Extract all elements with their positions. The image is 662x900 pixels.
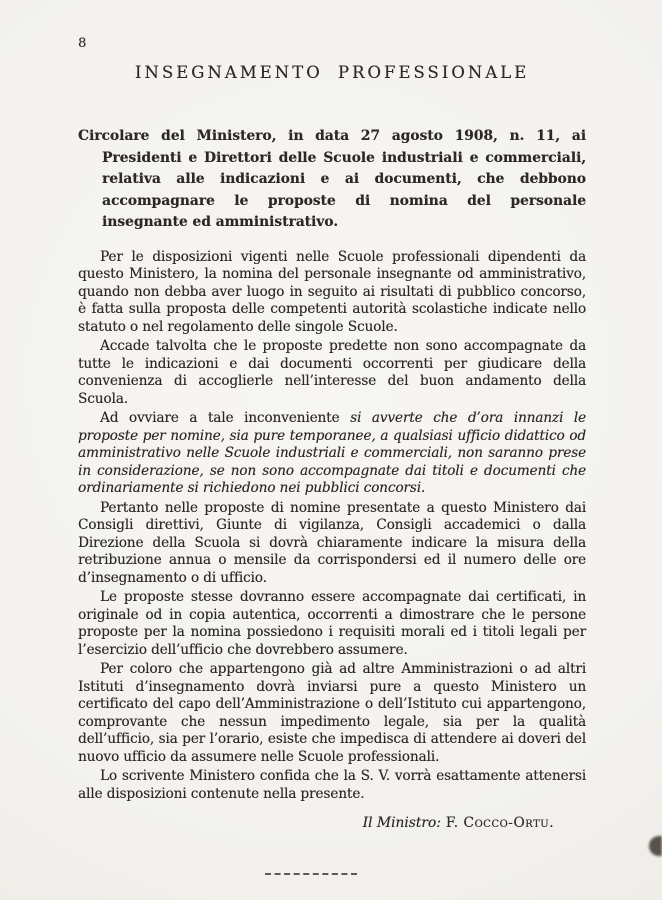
- scan-blemish: [649, 836, 662, 856]
- paragraph: Per coloro che appartengono già ad altre Amministrazioni o ad altri Istituti d’insegnamento dovrà inviarsi pure a questo Ministero un certificato del capo dell’Amministrazione o dell’Istituto cui appartengono, comprovante che nessun impedimento legale, sia per la qualità dell’ufficio, sia per l’orario, esiste che impedisca di attendere ai doveri del nuovo ufficio da assumere nelle Scuole professionali.: [78, 661, 586, 765]
- paragraph: Pertanto nelle proposte di nomine presentate a questo Ministero dai Consigli direttivi, Giunte di vigilanza, Consigli accademici o dalla Direzione della Scuola si dovrà chiaramente indicare la misura della retribuzione annua o mensile da corrispondersi ed il numero delle ore d’insegnamento o di ufficio.: [78, 499, 586, 586]
- circular-heading: Circolare del Ministero, in data 27 agosto 1908, n. 11, ai Presidenti e Direttori delle Scuole industriali e commerciali, relativa alle indicazioni e ai documenti, che debbono accompagnare le proposte di nomina del personale insegnante ed amministrativo.: [78, 128, 586, 230]
- document-body: [78, 249, 586, 804]
- page-number: 8: [78, 36, 87, 51]
- signature-line: [78, 815, 586, 831]
- paragraph: Per le disposizioni vigenti nelle Scuole professionali dipendenti da questo Ministero, la nomina del personale insegnante od amministrativo, quando non debba aver luogo in seguito ai risultati di pubblico concorso, è fatta sulla proposta delle competenti autorità scolastiche indicate nello statuto o nel regolamento delle singole Scuole.: [78, 248, 586, 335]
- paragraph: Lo scrivente Ministero confida che la S. V. vorrà esattamente attenersi alle disposizioni contenute nella presente.: [78, 768, 586, 802]
- page-title: INSEGNAMENTO PROFESSIONALE: [134, 63, 530, 82]
- paragraph: Accade talvolta che le proposte predette non sono accompagnate da tutte le indicazioni e dai documenti occorrenti per giudicare della convenienza di accoglierle nell’interesse del buon andamento della Scuola.: [78, 338, 586, 407]
- signature-role: Il Ministro:: [362, 815, 441, 831]
- paragraph: Le proposte stesse dovranno essere accompagnate dai certificati, in originale od in copia autentica, occorrenti a dimostrare che le persone proposte per la nomina possiedono i requisiti morali ed i titoli legali per l’esercizio dell’ufficio che dovrebbero assumere.: [78, 589, 586, 658]
- signature-name: F. Cocco-Ortu.: [440, 815, 554, 831]
- paragraph: Ad ovviare a tale inconveniente si avverte che d’ora innanzi le proposte per nomine, sia pure temporanee, a qualsiasi ufficio didattico od amministrativo nelle Scuole industriali e commerciali, non saranno prese in considerazione, se non sono accompagnate dai titoli e documenti che ordinariamente si richiedono nei pubblici concorsi.: [78, 410, 586, 496]
- end-separator: [265, 873, 357, 875]
